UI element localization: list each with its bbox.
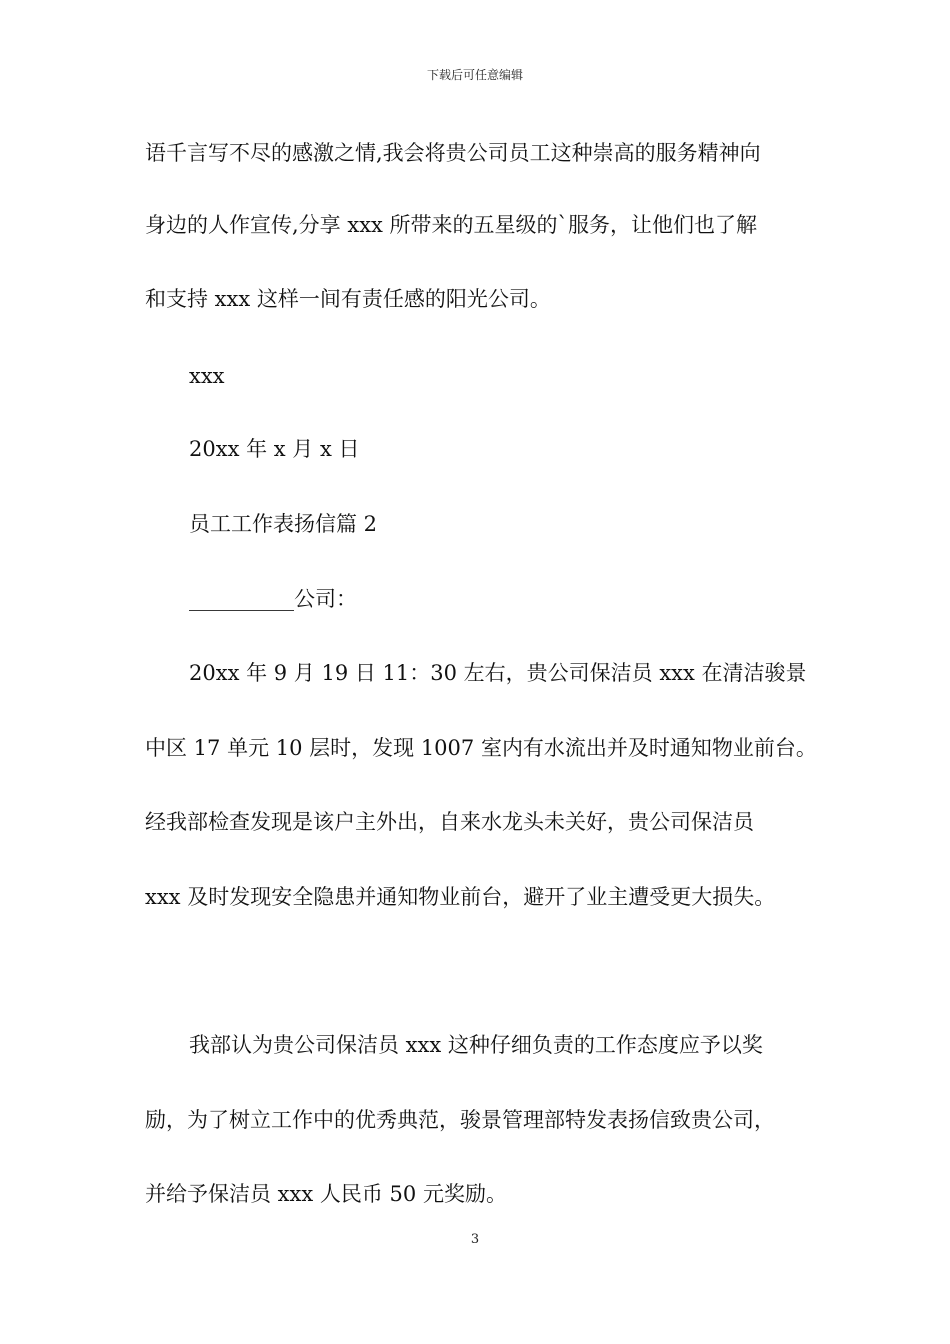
paragraph-line: 励，为了树立工作中的优秀典范，骏景管理部特发表扬信致贵公司， (145, 1108, 775, 1132)
letter-date: 20xx 年 x 月 x 日 (189, 437, 360, 461)
paragraph-line: 中区 17 单元 10 层时，发现 1007 室内有水流出并及时通知物业前台。 (145, 736, 817, 760)
signature-name: xxx (189, 364, 225, 388)
paragraph-line: 身边的人作宣传,分享 xxx 所带来的五星级的`服务，让他们也了解 (145, 213, 758, 237)
paragraph-line: 我部认为贵公司保洁员 xxx 这种仔细负责的工作态度应予以奖 (189, 1033, 763, 1057)
paragraph-line: 经我部检查发现是该户主外出，自来水龙头未关好，贵公司保洁员 (145, 810, 754, 834)
header-note: 下载后可任意编辑 (426, 68, 523, 82)
section-title: 员工工作表扬信篇 2 (189, 512, 378, 536)
salutation: __________公司： (189, 587, 357, 611)
paragraph-line: 20xx 年 9 月 19 日 11：30 左右，贵公司保洁员 xxx 在清洁骏景 (189, 661, 807, 685)
paragraph-line: xxx 及时发现安全隐患并通知物业前台，避开了业主遭受更大损失。 (145, 885, 776, 909)
paragraph-line: 语千言写不尽的感激之情,我会将贵公司员工这种崇高的服务精神向 (145, 141, 761, 165)
paragraph-line: 并给予保洁员 xxx 人民币 50 元奖励。 (145, 1182, 507, 1206)
paragraph-line: 和支持 xxx 这样一间有责任感的阳光公司。 (145, 287, 551, 311)
page-number: 3 (470, 1232, 480, 1247)
